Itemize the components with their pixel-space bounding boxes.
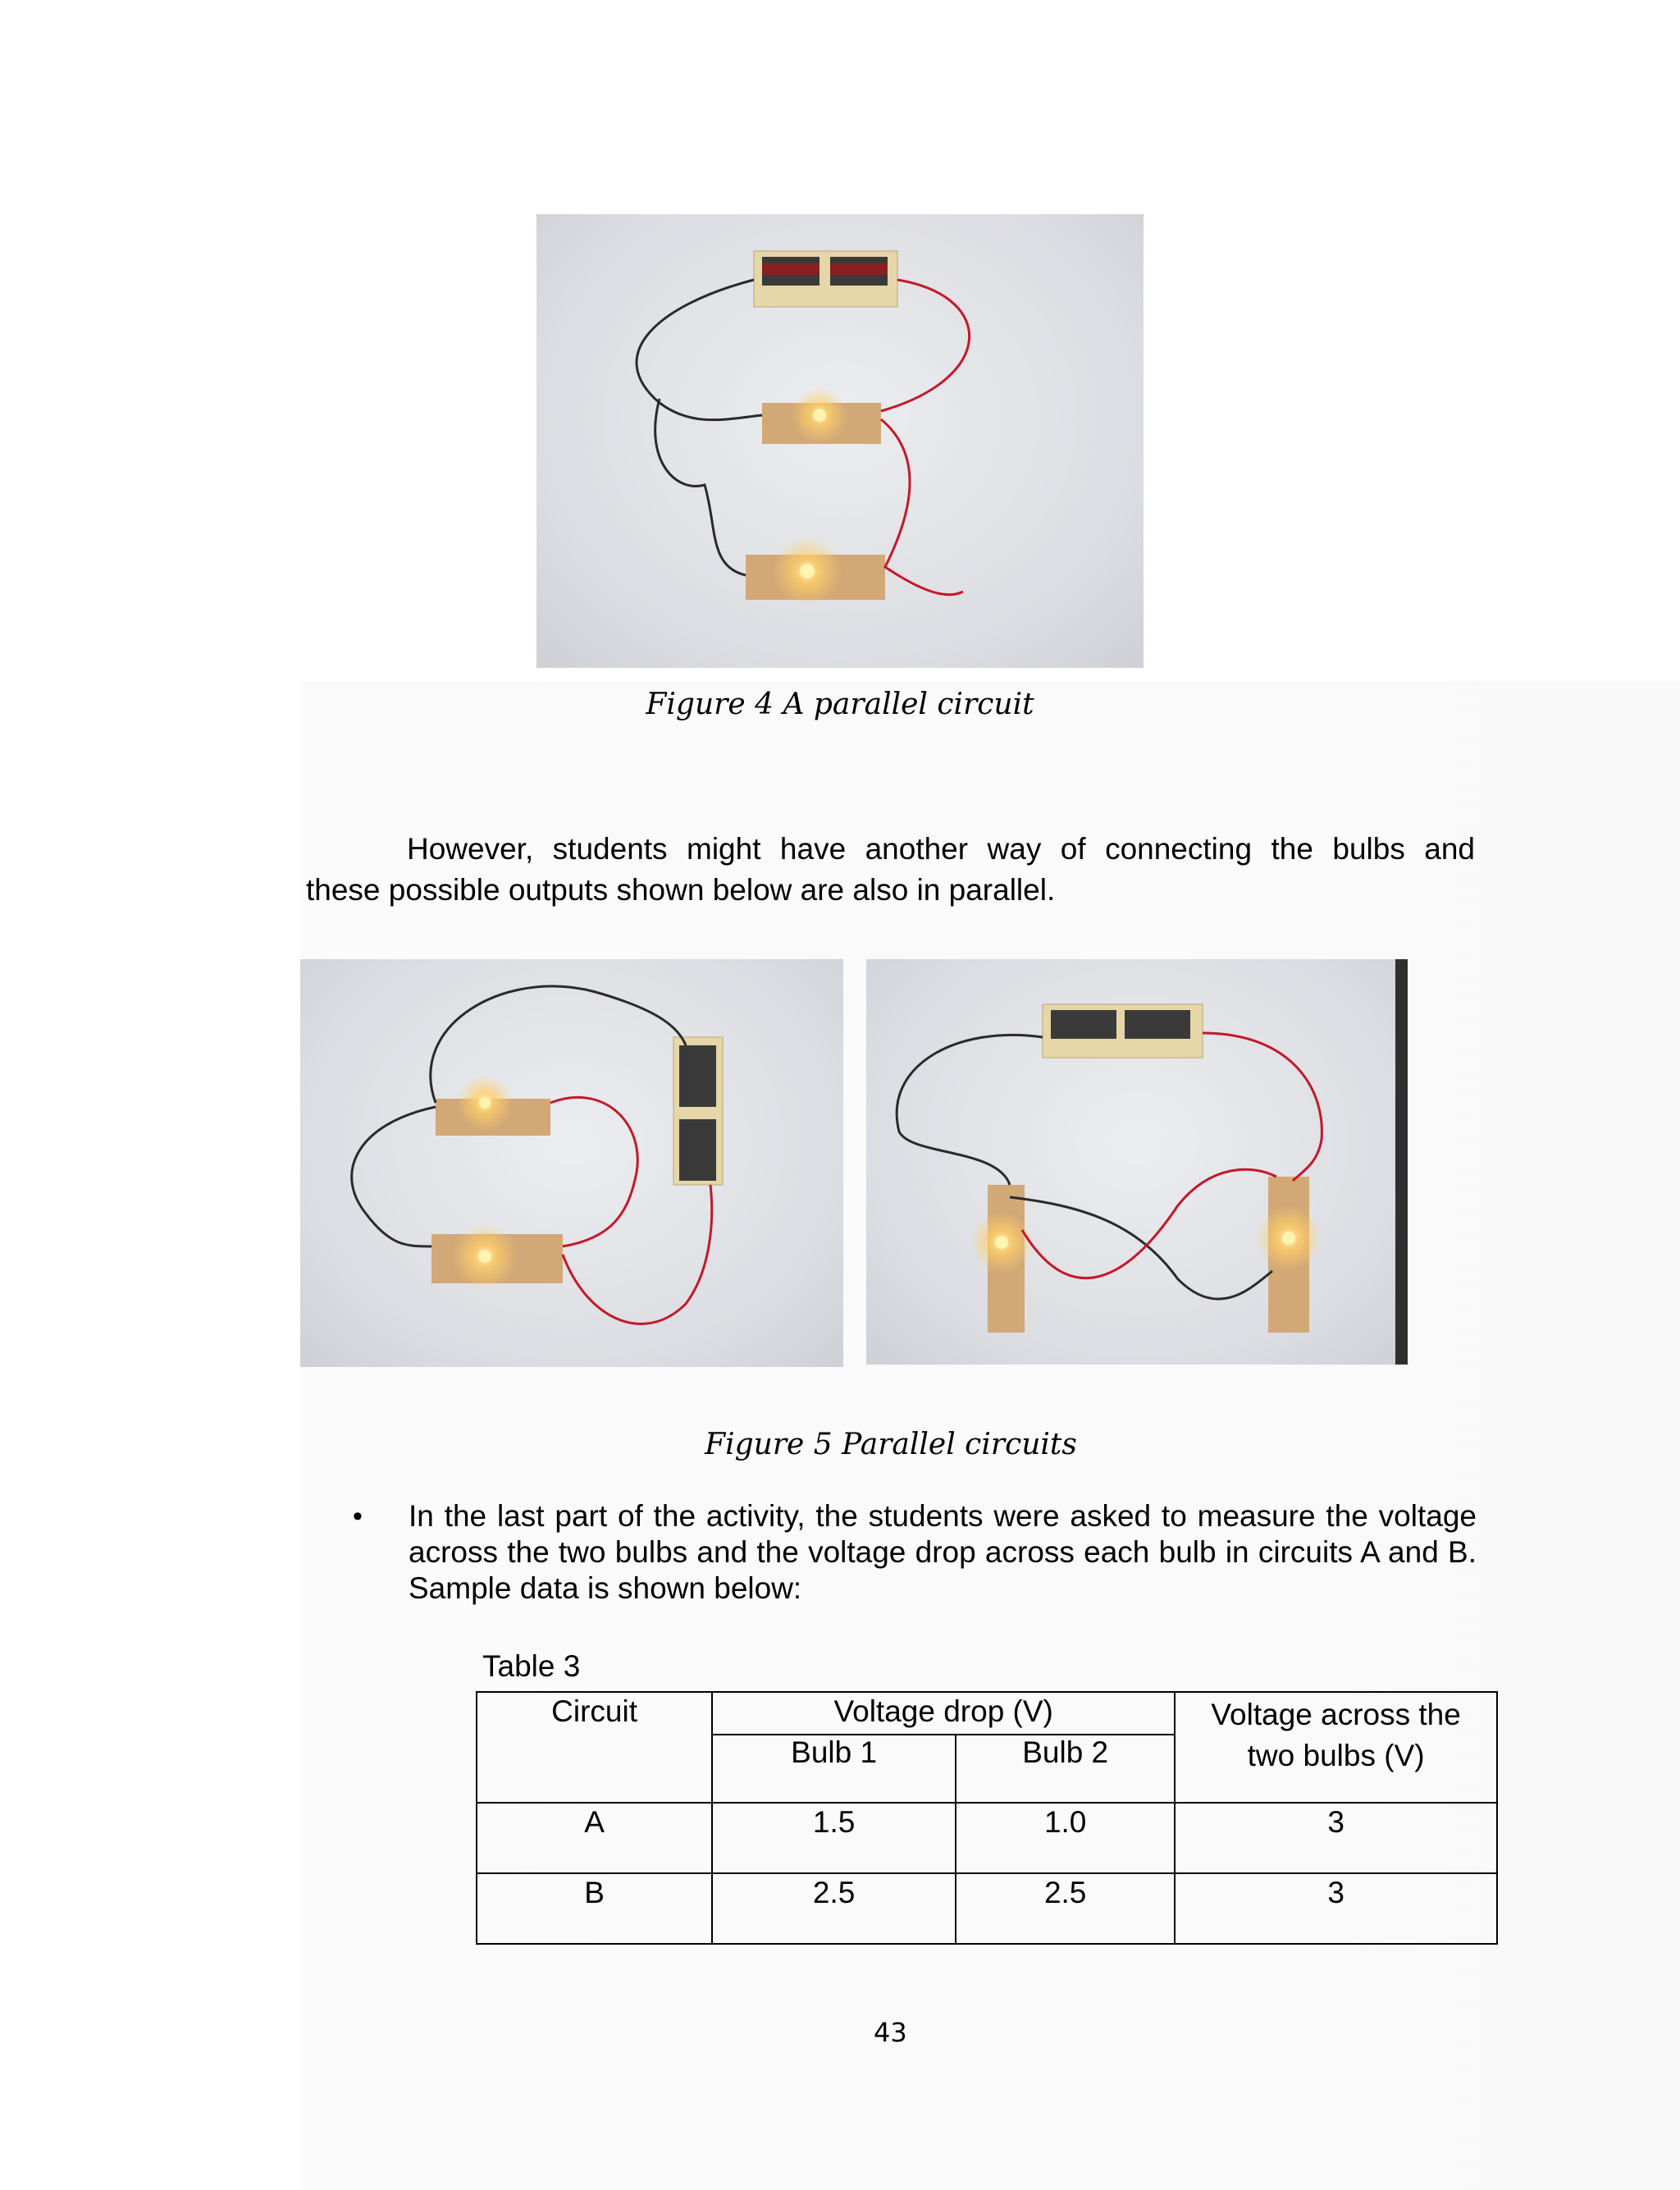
figure-4-photo <box>536 214 1144 668</box>
figure-5-right-photo <box>866 959 1408 1365</box>
table-title: Table 3 <box>482 1649 581 1683</box>
data-table <box>476 1691 1498 1945</box>
header-voltage-drop <box>712 1692 1175 1735</box>
table-row <box>477 1803 1497 1873</box>
figure-4-caption: Figure 4 A parallel circuit <box>646 688 1034 721</box>
figure-5-caption: Figure 5 Parallel circuits <box>705 1428 1077 1461</box>
table-header-row <box>477 1692 1497 1735</box>
header-bulb-2-label: Bulb 2 <box>1022 1735 1109 1769</box>
header-across-line-2: two bulbs (V) <box>1247 1739 1425 1772</box>
cell-circuit: A <box>477 1803 712 1873</box>
header-circuit <box>477 1692 712 1803</box>
black-wire <box>637 280 762 420</box>
cell-across: 3 <box>1175 1873 1497 1944</box>
table-row <box>477 1873 1497 1944</box>
cell-bulb-1: 1.5 <box>712 1803 956 1873</box>
header-voltage-drop-label: Voltage drop (V) <box>833 1694 1053 1728</box>
cell-bulb-2: 1.0 <box>956 1803 1175 1873</box>
paragraph-line-1: However, students might have another way of connecting the bulbs and <box>407 832 1475 866</box>
cell-circuit: B <box>477 1873 712 1944</box>
bullet-text: In the last part of the activity, the students were asked to measure the voltage across the two bulbs and the voltage drop across each bulb in circuits A and B. Sample data is shown below: <box>409 1499 1477 1605</box>
bullet-symbol: • <box>353 1501 363 1532</box>
header-bulb-2 <box>956 1735 1175 1803</box>
header-across-line-1: Voltage across the <box>1211 1698 1461 1731</box>
page-number: 43 <box>874 2017 907 2048</box>
cell-bulb-1: 2.5 <box>712 1873 956 1944</box>
header-circuit-label: Circuit <box>551 1694 637 1728</box>
cell-across: 3 <box>1175 1803 1497 1873</box>
header-bulb-1-label: Bulb 1 <box>791 1735 878 1769</box>
header-bulb-1 <box>712 1735 956 1803</box>
cell-bulb-2: 2.5 <box>956 1873 1175 1944</box>
figure-5-left-photo <box>300 959 843 1367</box>
paragraph-line-2: these possible outputs shown below are also in parallel. <box>306 873 1056 907</box>
header-voltage-across <box>1175 1692 1497 1803</box>
